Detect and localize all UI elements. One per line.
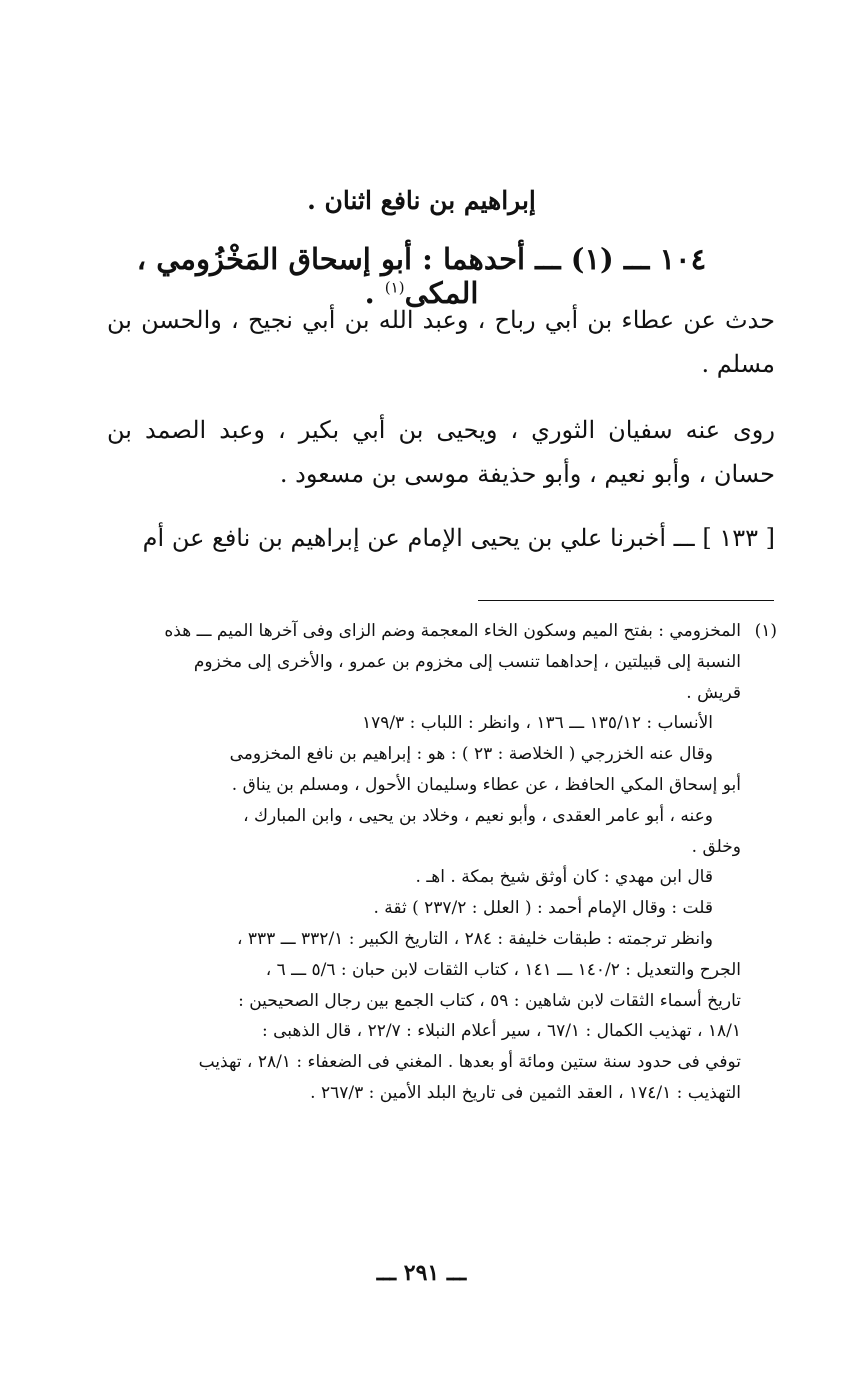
footnote-line: قلت : وقال الإمام أحمد : ( العلل : ٢٣٧/٢ ) ثقة . <box>373 898 713 919</box>
footnote-line: النسبة إلى قبيلتين ، إحداهما تنسب إلى مخزوم بن عمرو ، والأخرى إلى مخزوم <box>193 651 741 672</box>
footnote-line: التهذيب : ١٧٤/١ ، العقد الثمين فى تاريخ البلد الأمين : ٢٦٧/٣ . <box>310 1082 741 1103</box>
footnote-line: قال ابن مهدي : كان أوثق شيخ بمكة . اهـ . <box>415 867 713 888</box>
footnote-line: الجرح والتعديل : ١٤٠/٢ ـــ ١٤١ ، كتاب الثقات لابن حبان : ٥/٦ ـــ ٦ ، <box>265 959 741 980</box>
footnote-line: وعنه ، أبو عامر العقدى ، وأبو نعيم ، وخلاد بن يحيى ، وابن المبارك ، <box>243 805 713 826</box>
footnote-divider <box>478 600 774 601</box>
footnote-line: المخزومي : بفتح الميم وسكون الخاء المعجمة وضم الزاى وفى آخرها الميم ـــ هذه <box>164 621 741 641</box>
footnote-line: وقال عنه الخزرجي ( الخلاصة : ٢٣ ) : هو : إبراهيم بن نافع المخزومى <box>229 744 713 765</box>
footnotes <box>107 616 777 1109</box>
footnote-reference[interactable]: (١) <box>384 278 405 297</box>
entry-heading-end: . <box>364 276 385 310</box>
footnote-line: تاريخ أسماء الثقات لابن شاهين : ٥٩ ، كتاب الجمع بين رجال الصحيحين : <box>238 990 741 1011</box>
paragraph-students: روى عنه سفيان الثوري ، ويحيى بن أبي بكير ، وعبد الصمد بن حسان ، وأبو نعيم ، وأبو حذيفة موسى بن مسعود . <box>107 416 775 488</box>
footnote-line: أبو إسحاق المكي الحافظ ، عن عطاء وسليمان الأحول ، ومسلم بن يناق . <box>231 774 741 795</box>
footnote-line: وخلق . <box>691 836 741 857</box>
footnote-line: الأنساب : ١٣٥/١٢ ـــ ١٣٦ ، وانظر : اللباب : ١٧٩/٣ <box>361 713 713 734</box>
page-number: ـــ ٢٩١ ـــ <box>376 1260 467 1286</box>
footnote-number: (١) <box>754 621 777 641</box>
footnote-line: قريش . <box>686 682 741 703</box>
footnote-line: ١٨/١ ، تهذيب الكمال : ٦٧/١ ، سير أعلام النبلاء : ٢٢/٧ ، قال الذهبى : <box>262 1021 741 1042</box>
paragraph-teachers: حدث عن عطاء بن أبي رباح ، وعبد الله بن أبي نجيح ، والحسن بن مسلم . <box>107 306 775 378</box>
footnote-line: وانظر ترجمته : طبقات خليفة : ٢٨٤ ، التاريخ الكبير : ٣٣٢/١ ـــ ٣٣٣ ، <box>237 928 713 949</box>
paragraph-narration: [ ١٣٣ ] ـــ أخبرنا علي بن يحيى الإمام عن إبراهيم بن نافع عن أم <box>142 524 775 552</box>
entry-heading-text: ١٠٤ ـــ (١) ـــ أحدهما : أبو إسحاق المَخْزُومي ، المكى <box>136 242 707 310</box>
section-title: إبراهيم بن نافع اثنان . <box>307 186 536 215</box>
footnote-first-line <box>107 616 777 647</box>
footnote-line: توفي فى حدود سنة ستين ومائة أو بعدها . المغني فى الضعفاء : ٢٨/١ ، تهذيب <box>198 1052 741 1073</box>
